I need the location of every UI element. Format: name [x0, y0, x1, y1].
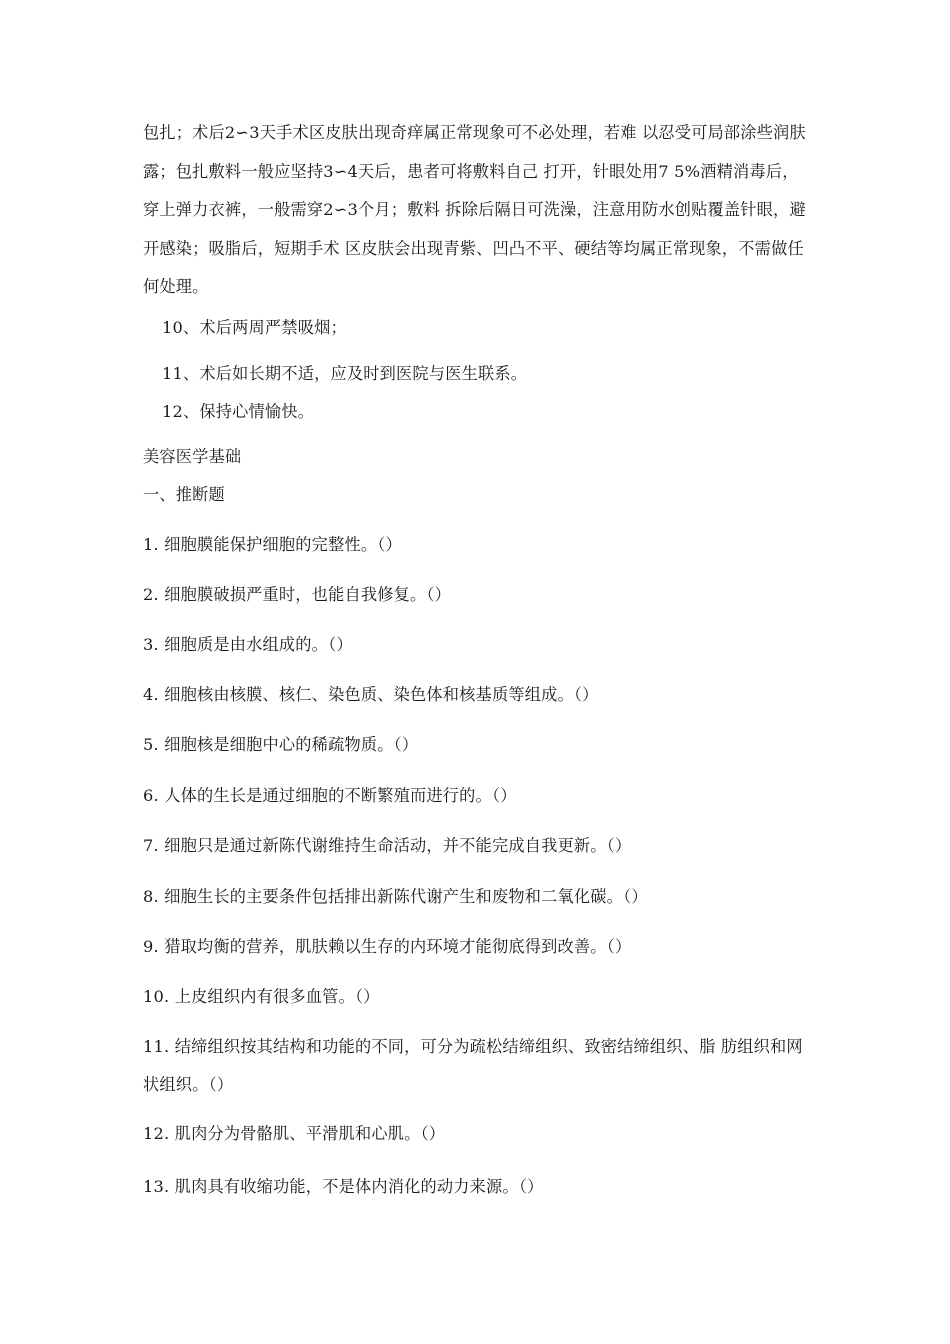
- question-13: 13. 肌肉具有收缩功能，不是体内消化的动力来源。（）: [143, 1177, 544, 1196]
- question-4: 4. 细胞核由核膜、核仁、染色质、染色体和核基质等组成。（）: [143, 685, 599, 704]
- question-12: 12. 肌肉分为骨骼肌、平滑肌和心肌。（）: [143, 1124, 446, 1143]
- question-8: 8. 细胞生长的主要条件包括排出新陈代谢产生和废物和二氧化碳。（）: [143, 887, 648, 906]
- question-10: 10. 上皮组织内有很多血管。（）: [143, 987, 380, 1006]
- care-item-11: 11、术后如长期不适，应及时到医院与医生联系。: [162, 364, 528, 383]
- question-11: 11. 结缔组织按其结构和功能的不同，可分为疏松结缔组织、致密结缔组织、脂 肪组织和网状组织。（）: [143, 1037, 803, 1094]
- section-title: 美容医学基础: [143, 447, 242, 466]
- question-1: 1. 细胞膜能保护细胞的完整性。（）: [143, 535, 402, 554]
- intro-paragraph: 包扎；术后2∽3天手术区皮肤出现奇痒属正常现象可不必处理，若难 以忍受可局部涂些润肤露；包扎敷料一般应坚持3∽4天后，患者可将敷料自己 打开，针眼处用7 5%酒精消毒后，穿上弹力衣裤，一般需穿2∽3个月；敷料 拆除后隔日可洗澡，注意用防水创贴覆盖针眼，避开感染；吸脂后，短期手术 区皮肤会出现青紫、凹凸不平、硬结等均属正常现象，不需做任何处理。: [143, 123, 806, 296]
- subsection-title: 一、推断题: [143, 485, 225, 504]
- care-item-12: 12、保持心情愉快。: [162, 402, 315, 421]
- question-5: 5. 细胞核是细胞中心的稀疏物质。（）: [143, 735, 419, 754]
- question-7: 7. 细胞只是通过新陈代谢维持生命活动，并不能完成自我更新。（）: [143, 836, 632, 855]
- question-6: 6. 人体的生长是通过细胞的不断繁殖而进行的。（）: [143, 786, 517, 805]
- question-9: 9. 猎取均衡的营养，肌肤赖以生存的内环境才能彻底得到改善。（）: [143, 937, 632, 956]
- care-item-10: 10、术后两周严禁吸烟；: [162, 318, 347, 337]
- question-2: 2. 细胞膜破损严重时，也能自我修复。（）: [143, 585, 452, 604]
- question-3: 3. 细胞质是由水组成的。（）: [143, 635, 353, 654]
